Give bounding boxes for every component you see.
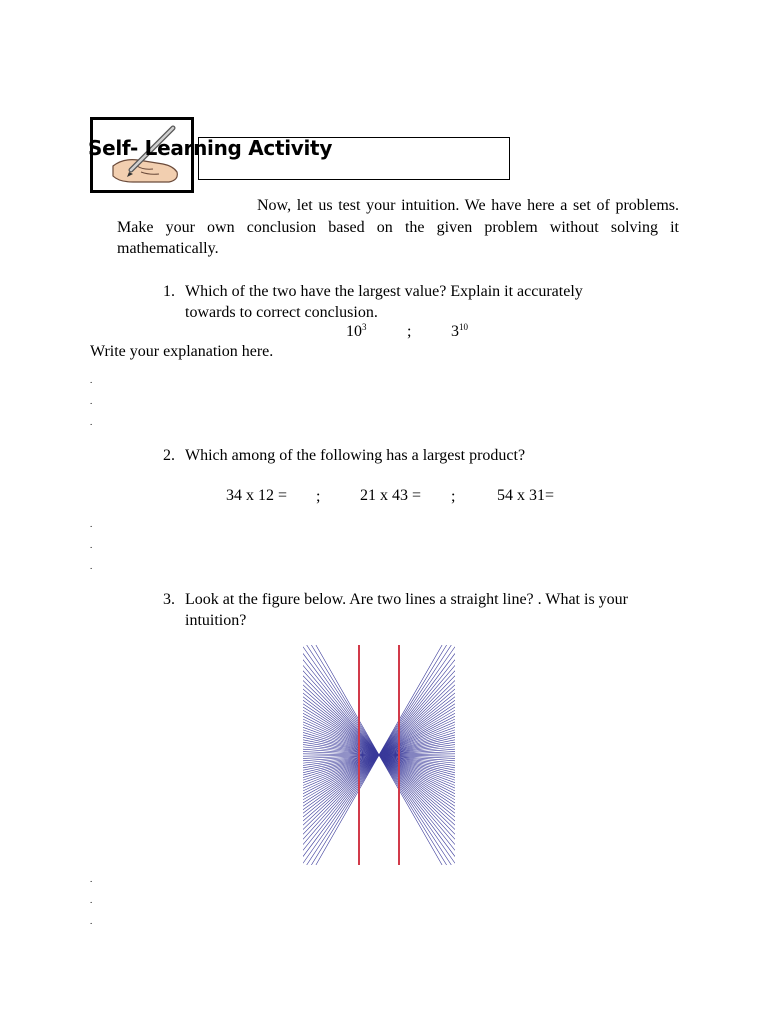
illusion-ray — [303, 755, 379, 817]
illusion-ray — [379, 755, 455, 817]
illusion-ray — [379, 645, 447, 755]
expression-separator-1: ; — [316, 488, 321, 505]
intro-text: Now, let us test your intuition. We have here a set of problems. Make your own conclusion based on the given problem without solving it mathematically. — [117, 197, 679, 257]
power-b-base: 3 — [451, 323, 459, 340]
answer-line-3c[interactable]: . — [90, 916, 93, 926]
illusion-ray — [303, 755, 379, 834]
illusion-ray — [303, 693, 379, 755]
write-explanation-prompt: Write your explanation here. — [90, 343, 274, 360]
hering-illusion-figure — [303, 645, 455, 865]
activity-title: Self- Learning Activity — [88, 136, 333, 160]
illusion-ray — [379, 755, 455, 850]
answer-line-2c[interactable]: . — [90, 561, 93, 571]
question-3-line2: intuition? — [185, 612, 247, 629]
illusion-ray — [303, 676, 379, 755]
illusion-rays — [303, 645, 455, 865]
answer-line-3b[interactable]: . — [90, 895, 93, 905]
illusion-ray — [303, 755, 379, 825]
question-1 — [163, 281, 583, 323]
question-3 — [163, 589, 628, 631]
illusion-ray — [379, 685, 455, 755]
expression-1: 34 x 12 = — [226, 487, 288, 504]
illusion-ray — [379, 755, 455, 825]
intro-paragraph — [117, 195, 679, 260]
power-separator: ; — [407, 323, 412, 340]
illusion-ray — [379, 665, 455, 755]
illusion-ray — [379, 645, 442, 755]
illusion-ray — [379, 676, 455, 755]
illusion-ray — [303, 755, 379, 850]
question-2-number: 2. — [163, 447, 175, 464]
power-a-base: 10 — [346, 323, 362, 340]
expression-separator-2: ; — [451, 488, 456, 505]
answer-line-1c[interactable]: . — [90, 417, 93, 427]
power-a-exponent: 3 — [362, 322, 367, 332]
illusion-ray — [379, 755, 455, 810]
illusion-ray — [311, 755, 379, 865]
question-2 — [163, 445, 525, 466]
illusion-ray — [316, 645, 379, 755]
illusion-ray — [379, 700, 455, 755]
answer-line-1a[interactable]: . — [90, 375, 93, 385]
illusion-ray — [303, 685, 379, 755]
power-b-exponent: 10 — [459, 322, 468, 332]
answer-line-3a[interactable]: . — [90, 874, 93, 884]
illusion-ray — [379, 693, 455, 755]
answer-line-2b[interactable]: . — [90, 540, 93, 550]
expression-3: 54 x 31= — [497, 487, 555, 504]
illusion-ray — [303, 755, 379, 810]
illusion-ray — [379, 755, 455, 845]
expression-2: 21 x 43 = — [360, 487, 422, 504]
question-1-number: 1. — [163, 283, 175, 300]
illusion-ray — [311, 645, 379, 755]
illusion-ray — [303, 755, 379, 845]
illusion-ray — [379, 755, 447, 865]
illusion-ray — [379, 660, 455, 755]
question-1-line2: towards to correct conclusion. — [185, 304, 378, 321]
answer-line-1b[interactable]: . — [90, 396, 93, 406]
power-a — [346, 322, 367, 341]
answer-line-2a[interactable]: . — [90, 519, 93, 529]
illusion-ray — [303, 700, 379, 755]
question-3-line1: Look at the figure below. Are two lines a straight line? . What is your — [185, 591, 628, 608]
question-2-text: Which among of the following has a largest product? — [185, 447, 526, 464]
illusion-ray — [379, 755, 442, 865]
power-b — [451, 322, 468, 341]
illusion-ray — [316, 755, 379, 865]
illusion-ray — [379, 755, 455, 834]
question-3-number: 3. — [163, 591, 175, 608]
illusion-ray — [303, 660, 379, 755]
question-1-line1: Which of the two have the largest value? Explain it accurately — [185, 283, 583, 300]
illusion-ray — [303, 665, 379, 755]
